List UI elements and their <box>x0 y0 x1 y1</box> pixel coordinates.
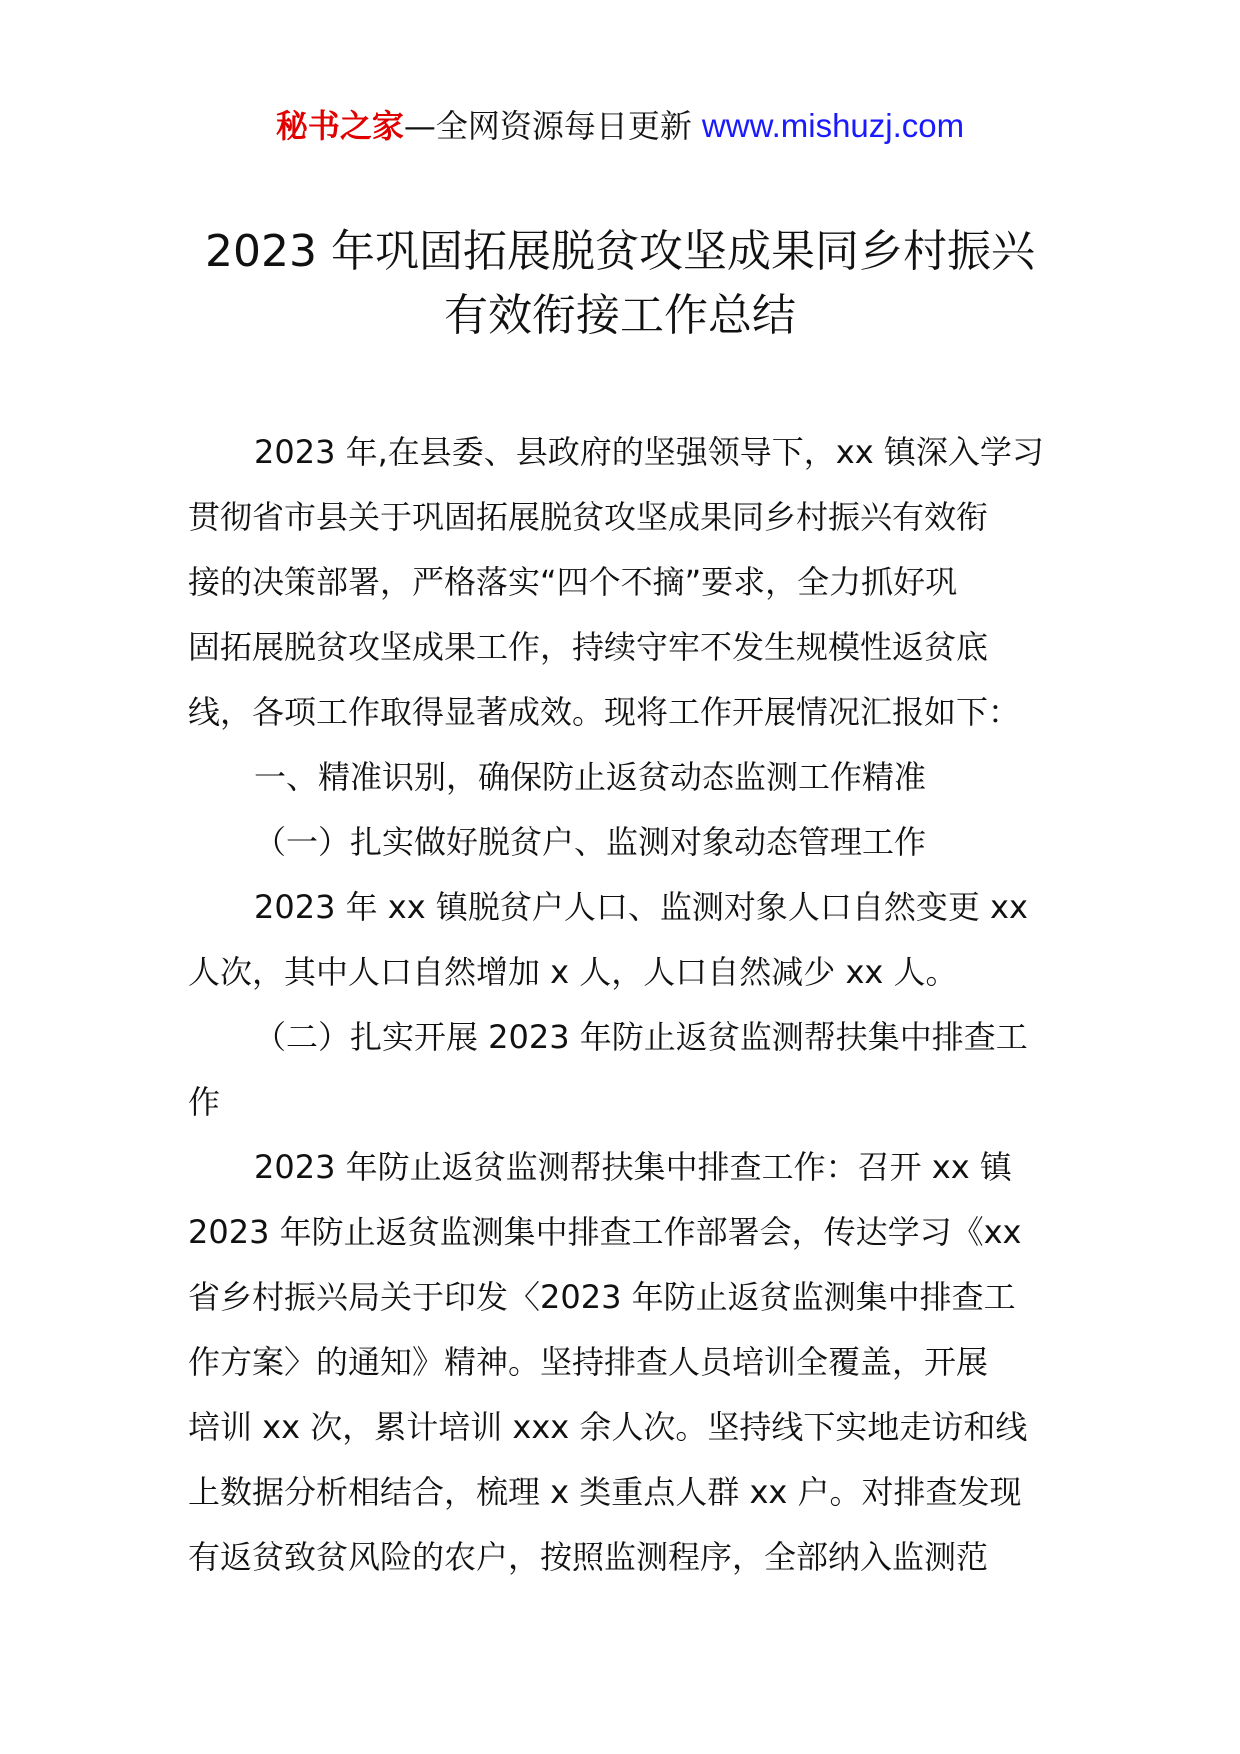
header-tagline: —全网资源每日更新 <box>403 107 692 145</box>
section-heading-1: 一、精准识别，确保防止返贫动态监测工作精准 <box>254 758 927 796</box>
document-body <box>188 420 1052 1590</box>
body-line: 贯彻省市县关于巩固拓展脱贫攻坚成果同乡村振兴有效衔 <box>188 498 989 536</box>
body-line: 作方案〉的通知》精神。坚持排查人员培训全覆盖，开展 <box>188 1343 989 1381</box>
body-line: 2023 年防止返贫监测集中排查工作部署会，传达学习《xx <box>188 1213 1022 1251</box>
body-line: 有返贫致贫风险的农户，按照监测程序，全部纳入监测范 <box>188 1538 989 1576</box>
document-title <box>150 220 1090 348</box>
page-header <box>0 98 1240 154</box>
website-url: www.mishuzj.com <box>701 107 965 144</box>
body-line: 省乡村振兴局关于印发〈2023 年防止返贫监测集中排查工 <box>188 1278 1016 1316</box>
title-line-1: 2023 年巩固拓展脱贫攻坚成果同乡村振兴 <box>205 226 1035 277</box>
body-line: 2023 年防止返贫监测帮扶集中排查工作：召开 xx 镇 <box>254 1148 1012 1186</box>
subsection-heading-2-cont: 作 <box>188 1083 221 1121</box>
brand-name: 秘书之家 <box>275 107 404 145</box>
body-line: 上数据分析相结合，梳理 x 类重点人群 xx 户。对排查发现 <box>188 1473 1022 1511</box>
subsection-heading-1: （一）扎实做好脱贫户、监测对象动态管理工作 <box>254 823 927 861</box>
body-line: 人次，其中人口自然增加 x 人，人口自然减少 xx 人。 <box>188 953 958 991</box>
body-line: 固拓展脱贫攻坚成果工作，持续守牢不发生规模性返贫底 <box>188 628 989 666</box>
body-line: 培训 xx 次，累计培训 xxx 余人次。坚持线下实地走访和线 <box>188 1408 1028 1446</box>
title-line-2: 有效衔接工作总结 <box>444 290 796 341</box>
body-line: 线，各项工作取得显著成效。现将工作开展情况汇报如下： <box>188 693 1021 731</box>
subsection-heading-2: （二）扎实开展 2023 年防止返贫监测帮扶集中排查工 <box>254 1018 1028 1056</box>
body-line: 2023 年 xx 镇脱贫户人口、监测对象人口自然变更 xx <box>254 888 1028 926</box>
body-line: 2023 年,在县委、县政府的坚强领导下，xx 镇深入学习 <box>254 433 1044 471</box>
body-line: 接的决策部署，严格落实“四个不摘”要求，全力抓好巩 <box>188 563 958 601</box>
